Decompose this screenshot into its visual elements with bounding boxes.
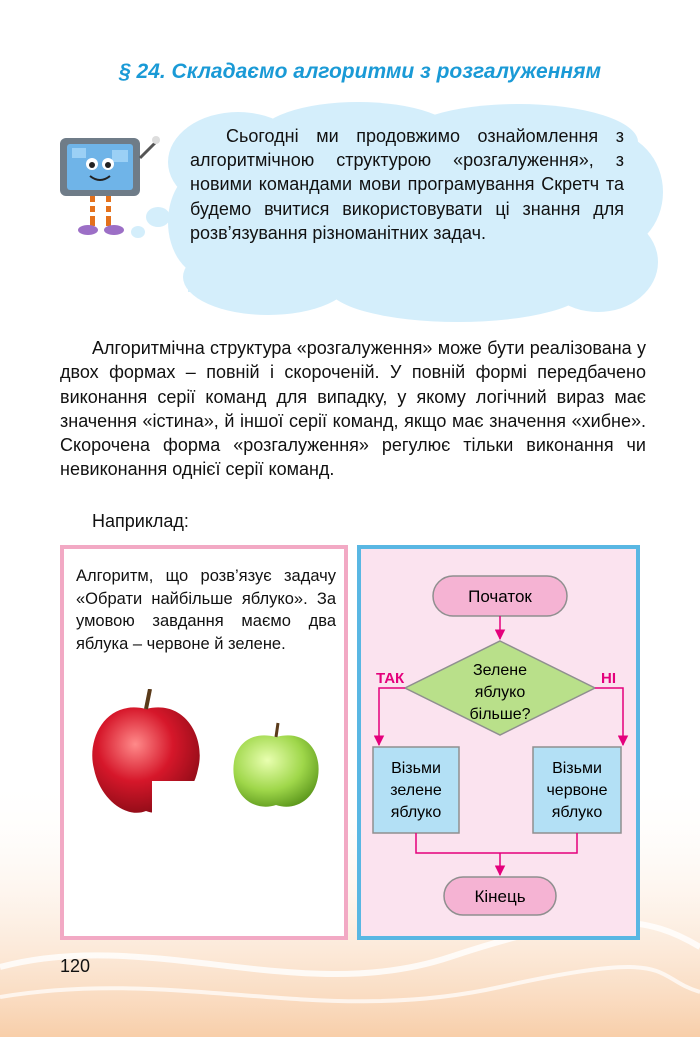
flow-end-label: Кінець [474, 887, 526, 906]
flow-yes-label: ТАК [376, 670, 405, 687]
page-title: § 24. Складаємо алгоритми з розгалуженням [119, 60, 601, 83]
example-label: Наприклад: [92, 511, 189, 531]
example-task-box [60, 545, 348, 940]
example-task-text: Алгоритм, що розв’язує задачу «Обрати найбільше яблуко». За умовою завдання маємо два яблука – червоне й зелене. [76, 567, 336, 653]
flowchart-box [357, 545, 640, 940]
green-apple-icon [233, 723, 318, 807]
flow-decision-line2: яблуко [474, 684, 526, 701]
flow-start-label: Початок [468, 587, 532, 606]
flow-decision-line3: більше? [469, 706, 531, 723]
page-number: 120 [60, 956, 91, 976]
flowchart [361, 549, 636, 936]
flow-left-line1: Візьми [391, 760, 441, 777]
body-paragraph: Алгоритмічна структура «розгалуження» може бути реалізована у двох формах – повній і скороченій. У повній формі передбачено виконання серії команд для випадку, у якому логічний вираз має значення «істина», й іншої серії команд, якщо має значення «хибне». Скорочена форма «розгалуження» регулює тільки виконання чи невиконання однієї серії команд. [60, 338, 646, 480]
flow-right-line3: яблуко [551, 804, 603, 821]
computer-mascot-icon [52, 128, 162, 243]
flow-left-line3: яблуко [390, 804, 442, 821]
flow-left-line2: зелене [390, 782, 442, 799]
red-apple-icon [92, 689, 202, 821]
flow-no-label: НІ [601, 670, 616, 687]
flow-decision-line1: Зелене [473, 662, 527, 679]
flow-right-line2: червоне [546, 782, 608, 799]
intro-text: Сьогодні ми продовжимо ознайомлення з алгоритмічною структурою «розгалуження», з новими командами мови програмування Скретч та будемо вчитися використовувати ці знання для розв’язування різноманітних задач. [190, 126, 624, 243]
flow-right-line1: Візьми [552, 760, 602, 777]
apples-illustration [86, 689, 326, 829]
